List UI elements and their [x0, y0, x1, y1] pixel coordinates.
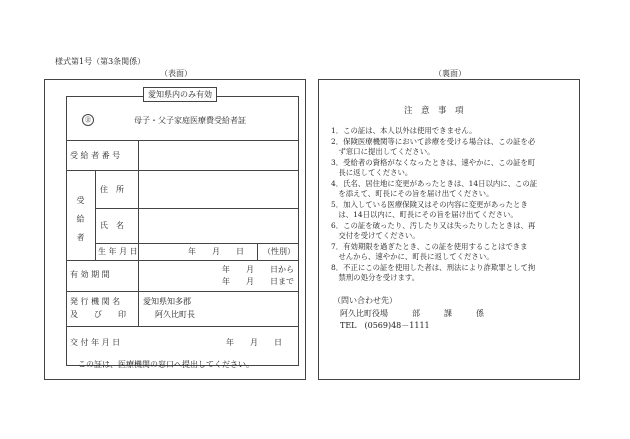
note-line: せんから、速やかに、町長に返してください。: [331, 252, 494, 261]
address-label: 住 所: [100, 185, 124, 194]
recipient-number-field: [140, 142, 296, 168]
issue-date-value: 年 月 日: [226, 338, 282, 347]
notes-list: [331, 126, 537, 284]
name-label: 氏 名: [100, 221, 124, 230]
back-side-label: （裏面）: [434, 69, 466, 78]
certificate-title: 母子・父子家庭医療費受給者証: [134, 116, 246, 125]
back-title: 注 意 事 項: [404, 106, 464, 116]
gender-label: （性別）: [263, 247, 295, 256]
validity-to: 年 月 日まで: [222, 277, 294, 286]
note-line: 6．この証を破ったり、汚したり又は失ったりしたときは、再: [331, 220, 536, 230]
issuer-label-1: 発 行 機 関 名: [70, 297, 121, 306]
note-line: 禁刑の処分を受けます。: [331, 273, 420, 282]
front-side-label: （表面）: [160, 69, 192, 78]
validity-from: 年 月 日から: [222, 265, 294, 274]
validity-region-badge: 愛知県内のみ有効: [143, 87, 217, 102]
note-line: 長に返してください。: [331, 168, 413, 177]
front-footer-note: この証は、医療機関の窓口へ提出してください。: [78, 360, 254, 369]
note-line: 8．不正にこの証を使用した者は、刑法により詐欺罪として拘: [331, 262, 536, 272]
note-line: 3．受給者の資格がなくなったときは、速やかに、この証を町: [331, 157, 536, 167]
note-line: 2．保険医療機関等において診療を受ける場合は、この証を必: [331, 136, 536, 146]
note-line: 1．この証は、本人以外は使用できません。: [331, 126, 477, 135]
note-line: 5．加入している医療保険又はその内容に変更があったとき: [331, 199, 528, 209]
note-line: 4．氏名、居住地に変更があったときは、14日以内に、この証: [331, 178, 538, 188]
birthdate-label: 生 年 月 日: [98, 247, 138, 256]
recipient-group-label: 受 給 者: [76, 196, 85, 246]
birthdate-value: 年 月 日: [188, 247, 244, 256]
note-line: ず窓口に提出してください。: [331, 147, 435, 156]
recipient-number-label: 受 給 者 番 号: [70, 151, 121, 160]
issuer-value-2: 阿久比町長: [155, 310, 195, 319]
seal-mark-icon: ㊎: [82, 114, 94, 126]
form-number-label: 様式第1号（第3条関係）: [55, 57, 146, 66]
contact-office: 阿久比町役場 部 課 係: [340, 309, 484, 318]
contact-phone: TEL (0569)48－1111: [340, 321, 430, 330]
validity-label: 有 効 期 間: [70, 270, 110, 279]
note-line: 交付を受けてください。: [331, 231, 420, 240]
note-line: 7．有効期限を過ぎたとき、この証を使用することはできま: [331, 241, 528, 251]
note-line: を添えて、町長にその旨を届け出てください。: [331, 189, 494, 198]
contact-heading: （問い合わせ先）: [333, 296, 397, 305]
issuer-value-1: 愛知県知多郡: [143, 297, 191, 306]
note-line: は、14日以内に、町長にその旨を届け出てください。: [331, 210, 518, 219]
issue-date-label: 交 付 年 月 日: [70, 338, 121, 347]
issuer-label-2: 及 び 印: [70, 310, 126, 319]
